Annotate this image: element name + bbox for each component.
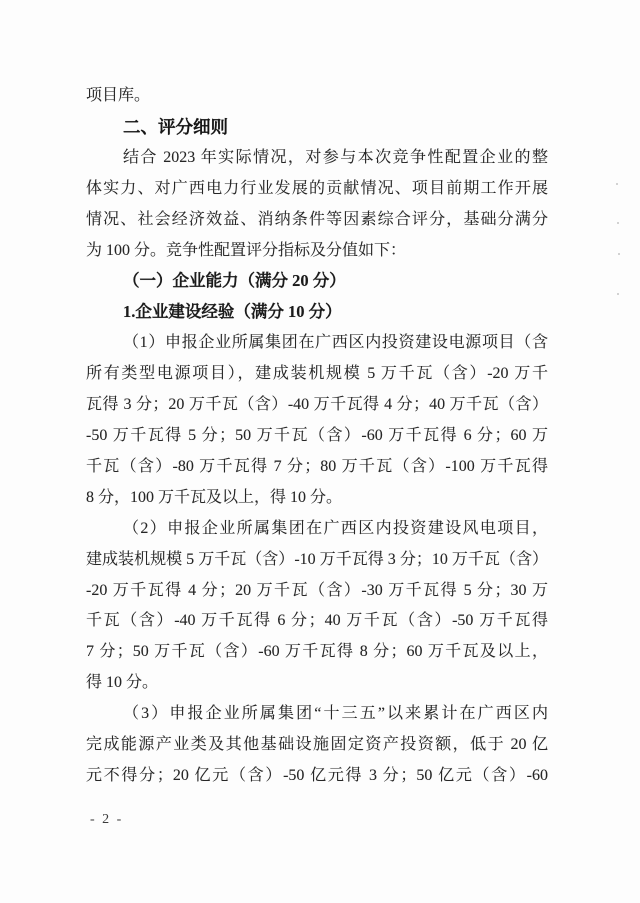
section-heading [86, 112, 548, 143]
text-line: （1）申报企业所属集团在广西区内投资建设电源项目（含 [123, 334, 548, 352]
text-line: 千瓦（含）-80 万千瓦得 7 分；80 万千瓦（含）-100 万千瓦得 [86, 457, 548, 475]
scan-speck [617, 222, 619, 224]
text-line: （一）企业能力（满分 20 分） [123, 271, 346, 291]
paragraph [86, 514, 548, 699]
text-line: （3）申报企业所属集团“十三五”以来累计在广西区内 [123, 705, 548, 723]
subsection-heading [86, 266, 548, 297]
subsection-heading [86, 297, 548, 328]
text-line: -50 万千瓦得 5 分；50 万千瓦（含）-60 万千瓦得 6 分；60 万 [86, 426, 548, 444]
scan-speck [618, 253, 620, 255]
text-line: 8 分，100 万千瓦及以上，得 10 分。 [86, 488, 343, 506]
text-line: -20 万千瓦得 4 分；20 万千瓦（含）-30 万千瓦得 5 分；30 万 [86, 581, 548, 599]
text-line: 项目库。 [86, 87, 151, 104]
text-line: 建成装机规模 5 万千瓦（含）-10 万千瓦得 3 分；10 万千瓦（含） [86, 550, 548, 568]
scan-speck [616, 183, 618, 185]
paragraph-continuation [86, 81, 548, 112]
paragraph [86, 143, 548, 267]
text-line: 情况、社会经济效益、消纳条件等因素综合评分，基础分满分 [86, 210, 548, 228]
text-line: 所有类型电源项目），建成装机规模 5 万千瓦（含）-20 万千 [86, 365, 548, 383]
text-line: 元不得分；20 亿元（含）-50 亿元得 3 分；50 亿元（含）-60 [86, 766, 548, 784]
text-line: 为 100 分。竞争性配置评分指标及分值如下： [86, 241, 407, 259]
scan-speck [617, 293, 619, 295]
text-line: 瓦得 3 分；20 万千瓦（含）-40 万千瓦得 4 分；40 万千瓦（含） [86, 396, 548, 414]
paragraph [86, 699, 548, 792]
text-line: 体实力、对广西电力行业发展的贡献情况、项目前期工作开展 [86, 179, 548, 197]
text-line: 完成能源产业类及其他基础设施固定资产投资额，低于 20 亿 [86, 736, 548, 754]
text-line: 7 分；50 万千瓦（含）-60 万千瓦得 8 分；60 万千瓦及以上， [86, 643, 548, 661]
text-line: 千瓦（含）-40 万千瓦得 6 分；40 万千瓦（含）-50 万千瓦得 [86, 612, 548, 630]
text-line: 得 10 分。 [86, 674, 159, 692]
text-column [86, 81, 548, 792]
text-line: （2）申报企业所属集团在广西区内投资建设风电项目， [123, 519, 548, 537]
paragraph [86, 328, 548, 513]
text-line: 二、评分细则 [123, 116, 228, 137]
page-number: - 2 - [90, 812, 124, 827]
text-line: 1.企业建设经验（满分 10 分） [123, 302, 342, 322]
text-line: 结合 2023 年实际情况，对参与本次竞争性配置企业的整 [123, 148, 548, 166]
